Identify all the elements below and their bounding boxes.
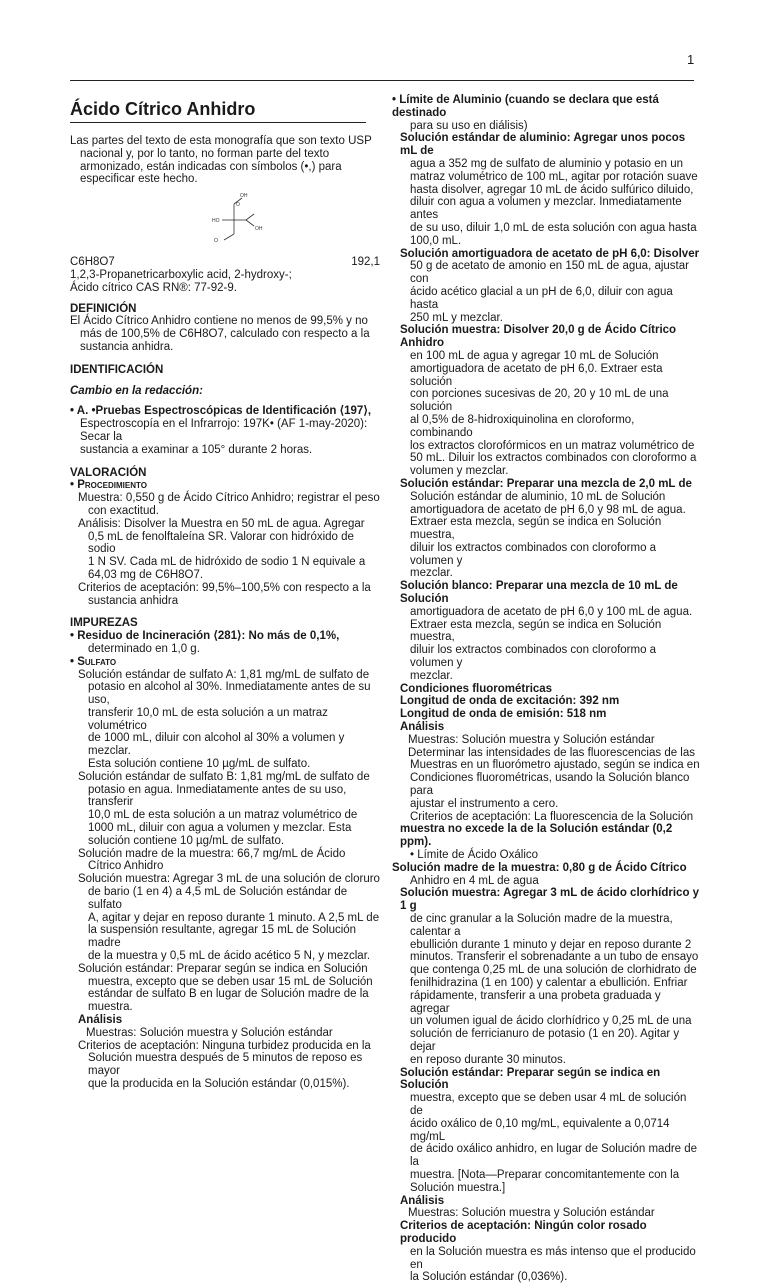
right-column-line: ácido oxálico de 0,10 mg/mL, equivalente a 0,0714 mg/mL <box>410 1117 670 1143</box>
right-column-line: minutos. Transferir el sobrenadante a un tubo de ensayo <box>410 951 699 964</box>
right-column-line: Extraer esta mezcla, según se indica en Solución muestra, <box>410 618 662 644</box>
struct-label-ho: HO <box>212 218 220 225</box>
right-column-line: muestra. [Nota—Preparar concomitantemente con la <box>410 1168 680 1181</box>
right-column-line: Condiciones fluorométricas <box>400 682 553 695</box>
right-column-line: mezclar. <box>410 669 453 682</box>
right-column-line: amortiguadora de acetato de pH 6,0 y 100 mL de agua. <box>410 605 693 618</box>
right-column-line: la Solución estándar (0,036%). <box>410 1271 568 1284</box>
molecular-formula: C6H8O7 <box>70 256 115 269</box>
right-column-line: amortiguadora de acetato de pH 6,0. Extraer esta solución <box>410 362 663 388</box>
right-column-line: Longitud de onda de emisión: 518 nm <box>400 708 607 721</box>
right-column-line: diluir los extractos combinados con cloroformo a volumen y <box>410 541 657 567</box>
right-column-line: diluir con agua a volumen y mezclar. Inmediatamente antes <box>410 196 682 222</box>
right-column-line: 50 mL. Diluir los extractos combinados con cloroformo a <box>410 452 697 465</box>
right-column-line: volumen y mezclar. <box>410 465 509 478</box>
right-column-line: Solución blanco: Preparar una mezcla de 10 mL de Solución <box>400 580 678 606</box>
right-column-line: 250 mL y mezclar. <box>410 311 503 324</box>
formula-row <box>70 256 380 269</box>
right-column-line: 50 g de acetato de amonio en 150 mL de agua, ajustar con <box>410 260 689 286</box>
right-column-line: • Límite de Ácido Oxálico <box>410 849 539 862</box>
right-column-line: Extraer esta mezcla, según se indica en Solución muestra, <box>410 516 662 542</box>
right-column-line: Solución madre de la muestra: 0,80 g de Ácido Cítrico <box>392 861 687 874</box>
intro-paragraph: Las partes del texto de esta monografía que son texto USP nacional y, por lo tanto, no forman parte del texto armonizado, están indicadas con símbolos (•,) para especificar este hecho. <box>70 135 372 186</box>
right-column-line: Muestras: Solución muestra y Solución estándar <box>408 733 655 746</box>
right-column-line: en reposo durante 30 minutos. <box>410 1053 566 1066</box>
chemical-name: 1,2,3-Propanetricarboxylic acid, 2-hydroxy-; <box>70 268 292 281</box>
right-column-line: que contenga 0,25 mL de una solución de clorhidrato de <box>410 964 697 977</box>
left-column: Ácido Cítrico Anhidro Las partes del texto de esta monografía que son texto USP nacional y, por lo tanto, no forman parte del texto armonizado, están indicadas con símbolos (•,) para especificar este hecho. OH O HO O OH C6H8O7 192,1 1,2,3-Propanetricarboxylic acid, 2-hydroxy-; Ácido cítrico CAS RN®: 77-92-9. DEFINICIÓN El Ácido Cítrico Anhidro contiene no menos de 99,5% y no más de 100,5% de C6H8O7, calculado con respecto a la sustancia anhidra. IDENTIFICACIÓN Cambio en la redacción: • A. •Pruebas Espectroscópicas de Identificación ⟨197⟩, Espectroscopía en el Infrarrojo: 197K• (AF 1-may-2020): Secar la sustancia a examinar a 105° durante 2 horas. VALORACIÓN • Procedimiento Muestra: 0,550 g de Ácido Cítrico Anhidro; registrar el peso con exactitud. Análisis: Disolver la Muestra en 50 mL de agua. Agregar 0,5 mL de fenolftaleína SR. Valorar con hidróxido de sodio 1 N SV. Cada mL de hidróxido de sodio 1 N equivale a 64,03 mg de C6H8O7. Criterios de aceptación: 99,5%–100,5% con respecto a la sustancia anhidra IMPUREZAS • Residuo de Incineración ⟨281⟩: No más de 0,1%, determinado en 1,0 g. • Sulfato Solución estándar de sulfato A: 1,81 mg/mL de sulfato de potasio en alcohol al 30%. Inmediatamente antes de su uso, transferir 10,0 mL de esta solución a un matraz volumétrico de 1000 mL, diluir con alcohol al 30% a volumen y mezclar. Esta solución contiene 10 µg/mL de sulfato. Solución estándar de sulfato B: 1,81 mg/mL de sulfato de potasio en agua. Inmediatamente antes de su uso, transferir 10,0 mL de esta solución a un matraz volumétrico de 1000 mL, diluir con agua a volumen y mezclar. Esta solución contiene 10 µg/mL de sulfato. Solución madre de la muestra: 66,7 mg/mL de Ácido Cítrico Anhidro Solución muestra: Agregar 3 mL de una solución de cloruro de bario (1 en 4) a 4,5 mL de Solución estándar de sulfato A, agitar y dejar en reposo durante 1 minuto. A 2,5 mL de la suspensión resultante, agregar 15 mL de Solución madre de la muestra y 0,5 mL de ácido acético 5 N, y mezclar. Solución estándar: Preparar según se indica en Solución muestra, excepto que se deben usar 15 mL de Solución estándar de sulfato B en lugar de Solución madre de la muestra. Análisis Muestras: Solución muestra y Solución estándar Criterios de aceptación: Ninguna turbidez producida en la Solución muestra después de 5 minutos de reposo es mayor que la producida en la Solución estándar (0,015%). <box>70 99 380 1090</box>
chemical-structure-icon <box>194 190 274 250</box>
page-number: 1 <box>687 52 695 67</box>
right-column-line: de ácido oxálico anhidro, en lugar de Solución madre de la <box>410 1143 698 1169</box>
right-column-line: Solución amortiguadora de acetato de pH 6,0: Disolver <box>400 247 700 260</box>
right-column-line: Solución muestra.] <box>410 1181 506 1194</box>
right-column-line: Solución muestra: Agregar 3 mL de ácido clorhídrico y 1 g <box>400 887 700 913</box>
right-column-line: ebullición durante 1 minuto y dejar en reposo durante 2 <box>410 938 692 951</box>
right-column-line: para su uso en diálisis) <box>410 119 528 132</box>
impurezas-heading: IMPUREZAS <box>70 617 138 630</box>
right-column-lines <box>392 94 700 1284</box>
procedimiento-label: • Procedimiento <box>70 479 147 492</box>
struct-label-o-left: O <box>214 238 218 245</box>
right-column-line: los extractos clorofórmicos en un matraz volumétrico de <box>410 439 695 452</box>
valoracion-heading: VALORACIÓN <box>70 466 147 479</box>
right-column <box>392 94 700 1284</box>
redaccion-note: Cambio en la redacción: <box>70 384 203 397</box>
right-column-line: amortiguadora de acetato de pH 6,0 y 98 mL de agua. <box>410 503 686 516</box>
right-column-line: solución de ferricianuro de potasio (1 en 20). Agitar y dejar <box>410 1028 680 1053</box>
right-column-line: Criterios de aceptación: Ningún color rosado producido <box>400 1220 647 1245</box>
right-column-line: de su uso, diluir 1,0 mL de esta solución con agua hasta <box>410 221 697 234</box>
right-column-line: con porciones sucesivas de 20, 20 y 10 mL de una solución <box>410 388 669 414</box>
right-column-line: fenilhidrazina (1 en 100) y calentar a ebullición. Enfriar <box>410 976 688 989</box>
header-rule <box>70 80 694 81</box>
right-column-line: Criterios de aceptación: La fluorescencia de la Solución <box>410 810 694 823</box>
right-column-line: un volumen igual de ácido clorhídrico y 0,25 mL de una <box>410 1015 692 1028</box>
right-column-line: al 0,5% de 8-hidroxiquinolina en cloroformo, combinando <box>410 413 635 439</box>
right-column-line: de cinc granular a la Solución madre de la muestra, calentar a <box>410 913 673 938</box>
right-column-line: hasta disolver, agregar 10 mL de ácido sulfúrico diluido, <box>410 183 694 196</box>
right-column-line: en la Solución muestra es más intenso que el producido en <box>410 1245 696 1271</box>
right-column-line: mezclar. <box>410 567 453 580</box>
right-column-line: Determinar las intensidades de las fluorescencias de las <box>408 746 696 759</box>
right-column-line: Solución estándar: Preparar según se indica en Solución <box>400 1066 661 1092</box>
right-column-line: muestra no excede la de la Solución estándar (0,2 ppm). <box>400 823 673 849</box>
right-column-line: 100,0 mL. <box>410 234 462 247</box>
right-column-line: Condiciones fluorométricas, usando la Solución blanco para <box>410 772 690 798</box>
struct-label-oh-top: OH <box>240 193 248 200</box>
right-column-line: Análisis <box>400 1194 445 1207</box>
right-column-line: en 100 mL de agua y agregar 10 mL de Solución <box>410 349 659 362</box>
molecular-weight: 192,1 <box>351 256 380 269</box>
right-column-line: Solución estándar: Preparar una mezcla de 2,0 mL de <box>400 477 692 490</box>
definicion-heading: DEFINICIÓN <box>70 302 137 315</box>
right-column-line: muestra, excepto que se deben usar 4 mL de solución de <box>410 1092 687 1117</box>
right-column-line: Longitud de onda de excitación: 392 nm <box>400 695 620 708</box>
cas-number: Ácido cítrico CAS RN®: 77-92-9. <box>70 281 237 294</box>
identificacion-heading: IDENTIFICACIÓN <box>70 363 164 376</box>
right-column-line: Anhidro en 4 mL de agua <box>410 874 539 887</box>
struct-label-o-top: O <box>236 202 240 209</box>
right-column-line: • Límite de Aluminio (cuando se declara que está destinado <box>392 94 659 119</box>
right-column-line: diluir los extractos combinados con cloroformo a volumen y <box>410 644 657 670</box>
right-column-line: Solución estándar de aluminio, 10 mL de Solución <box>410 490 666 503</box>
right-column-line: Muestras en un fluorómetro ajustado, según se indica en <box>410 759 700 772</box>
right-column-line: Muestras: Solución muestra y Solución estándar <box>408 1207 655 1220</box>
right-column-line: rápidamente, transferir a una probeta graduada y agregar <box>410 989 661 1015</box>
right-column-line: Análisis <box>400 721 445 734</box>
struct-label-oh-right: OH <box>255 226 263 233</box>
right-column-line: ácido acético glacial a un pH de 6,0, diluir con agua hasta <box>410 285 673 311</box>
right-column-line: Solución estándar de aluminio: Agregar unos pocos mL de <box>400 132 686 158</box>
right-column-line: Solución muestra: Disolver 20,0 g de Ácido Cítrico Anhidro <box>400 324 677 350</box>
right-column-line: ajustar el instrumento a cero. <box>410 797 559 810</box>
right-column-line: matraz volumétrico de 100 mL, agitar por rotación suave <box>410 170 698 183</box>
right-column-line: agua a 352 mg de sulfato de aluminio y potasio en un <box>410 157 683 170</box>
monograph-title: Ácido Cítrico Anhidro <box>70 98 366 123</box>
